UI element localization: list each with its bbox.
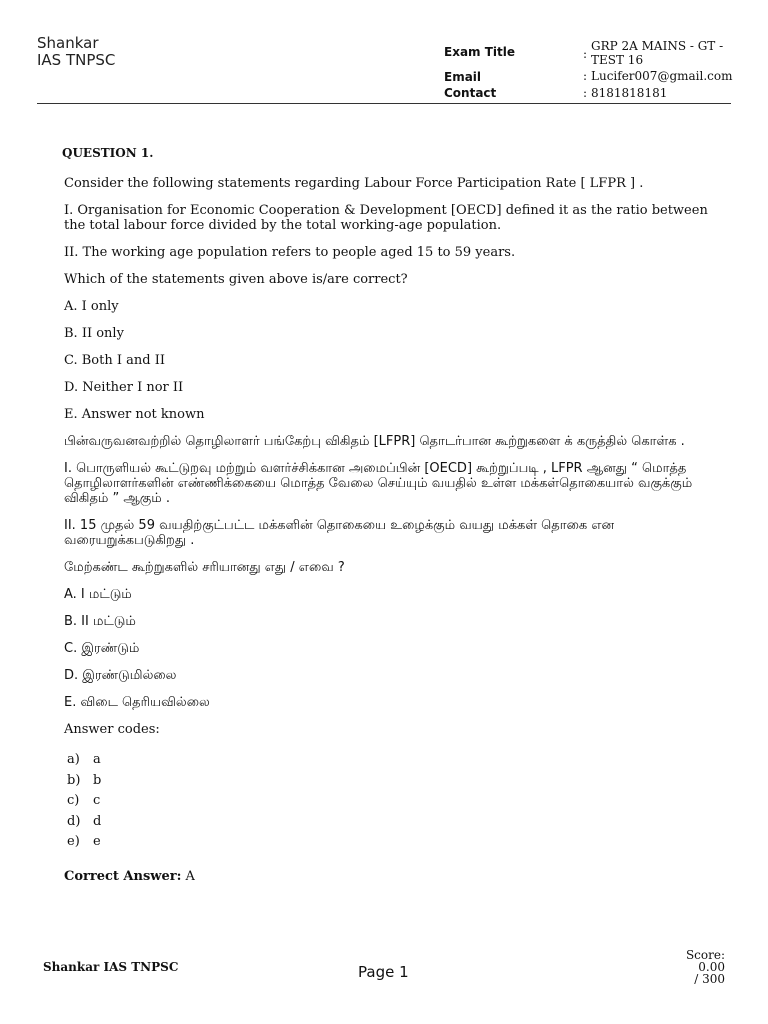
- contact-separator: :: [583, 86, 588, 100]
- answer-code-value: b: [93, 772, 102, 788]
- tamil-option-d: D. இரண்டுமில்லை: [64, 668, 177, 683]
- contact-label: Contact: [444, 86, 497, 100]
- answer-code-value: a: [93, 752, 101, 767]
- correct-answer-value: A: [185, 868, 195, 884]
- tamil-option-a: A. I மட்டும்: [64, 587, 132, 602]
- email-label: Email: [444, 70, 482, 84]
- question-heading: QUESTION 1.: [62, 146, 154, 160]
- answer-code-item: [64, 834, 732, 855]
- page-number: Page 1: [358, 963, 409, 981]
- answer-code-letter: d): [67, 813, 81, 829]
- score-total: / 300: [694, 972, 725, 986]
- answer-code-letter: e): [67, 834, 80, 849]
- answer-code-value: c: [93, 793, 101, 808]
- tamil-statement-1: I. பொருளியல் கூட்டுறவு மற்றும் வளர்ச்சிக்கான அமைப்பின் [OECD] கூற்றுப்படி , LFPR ஆனது “ மொத்த தொழிலாளர்களின் எண்ணிக்கையை மொத்த வேலை செய்யும் வயதில் உள்ள மக்கள்தொகையால் வகுக்கும் விகிதம் ” ஆகும் .: [64, 461, 693, 506]
- english-option-e: E. Answer not known: [64, 407, 205, 422]
- exam-title-row: [444, 39, 744, 72]
- exam-title-value: GRP 2A MAINS - GT - TEST 16: [591, 39, 724, 67]
- answer-code-item: [64, 793, 732, 814]
- english-option-d: D. Neither I nor II: [64, 380, 184, 395]
- tamil-statement-2: II. 15 முதல் 59 வயதிற்குட்பட்ட மக்களின் தொகையை உழைக்கும் வயது மக்கள் தொகை என வரையறுக்கபடுகிறது .: [64, 518, 615, 548]
- answer-code-item: [64, 773, 732, 794]
- brand-logo-text: [37, 35, 115, 69]
- tamil-option-b: B. II மட்டும்: [64, 614, 136, 629]
- english-option-b: B. II only: [64, 326, 124, 341]
- english-option-a: A. I only: [64, 299, 119, 314]
- english-statement-1: I. Organisation for Economic Cooperation & Development [OECD] defined it as the ratio between the total labour force divided by the total working-age population.: [64, 203, 708, 233]
- correct-answer: [64, 869, 732, 884]
- english-intro: Consider the following statements regarding Labour Force Participation Rate [ LFPR ] .: [64, 176, 644, 191]
- exam-title-separator: :: [583, 47, 588, 61]
- tamil-option-e: E. விடை தெரியவில்லை: [64, 695, 210, 710]
- email-value: Lucifer007@gmail.com: [591, 69, 733, 83]
- tamil-intro: பின்வருவனவற்றில் தொழிலாளர் பங்கேற்பு விகிதம் [LFPR] தொடர்பான கூற்றுகளை க் கருத்தில் கொள்க .: [64, 434, 685, 449]
- exam-title-label: Exam Title: [444, 45, 516, 59]
- contact-value: 8181818181: [591, 86, 668, 100]
- answer-code-value: e: [93, 834, 101, 849]
- answer-code-letter: c): [67, 793, 80, 808]
- question-body: [64, 176, 732, 896]
- score-label: Score:: [685, 948, 725, 962]
- english-statement-2: II. The working age population refers to people aged 15 to 59 years.: [64, 245, 516, 260]
- tamil-option-c: C. இரண்டும்: [64, 641, 140, 656]
- exam-meta: [444, 39, 744, 104]
- header-divider: [37, 103, 731, 104]
- answer-code-value: d: [93, 813, 102, 829]
- contact-row: [444, 88, 744, 104]
- answer-code-item: [64, 814, 732, 835]
- answer-codes-label: Answer codes:: [64, 722, 160, 737]
- correct-answer-label: Correct Answer:: [64, 868, 182, 884]
- english-prompt: Which of the statements given above is/are correct?: [64, 272, 408, 287]
- brand-line-2: IAS TNPSC: [37, 51, 116, 69]
- answer-codes-list: [64, 752, 732, 855]
- answer-code-letter: a): [67, 752, 80, 767]
- email-separator: :: [583, 69, 588, 83]
- score-box: [686, 949, 725, 985]
- score-value: 0.00: [698, 960, 725, 974]
- brand-line-1: Shankar: [37, 34, 99, 52]
- footer-brand: Shankar IAS TNPSC: [43, 960, 179, 974]
- english-option-c: C. Both I and II: [64, 353, 165, 368]
- tamil-prompt: மேற்கண்ட கூற்றுகளில் சரியானது எது / எவை ?: [64, 560, 345, 575]
- answer-code-letter: b): [67, 772, 81, 788]
- answer-code-item: [64, 752, 732, 773]
